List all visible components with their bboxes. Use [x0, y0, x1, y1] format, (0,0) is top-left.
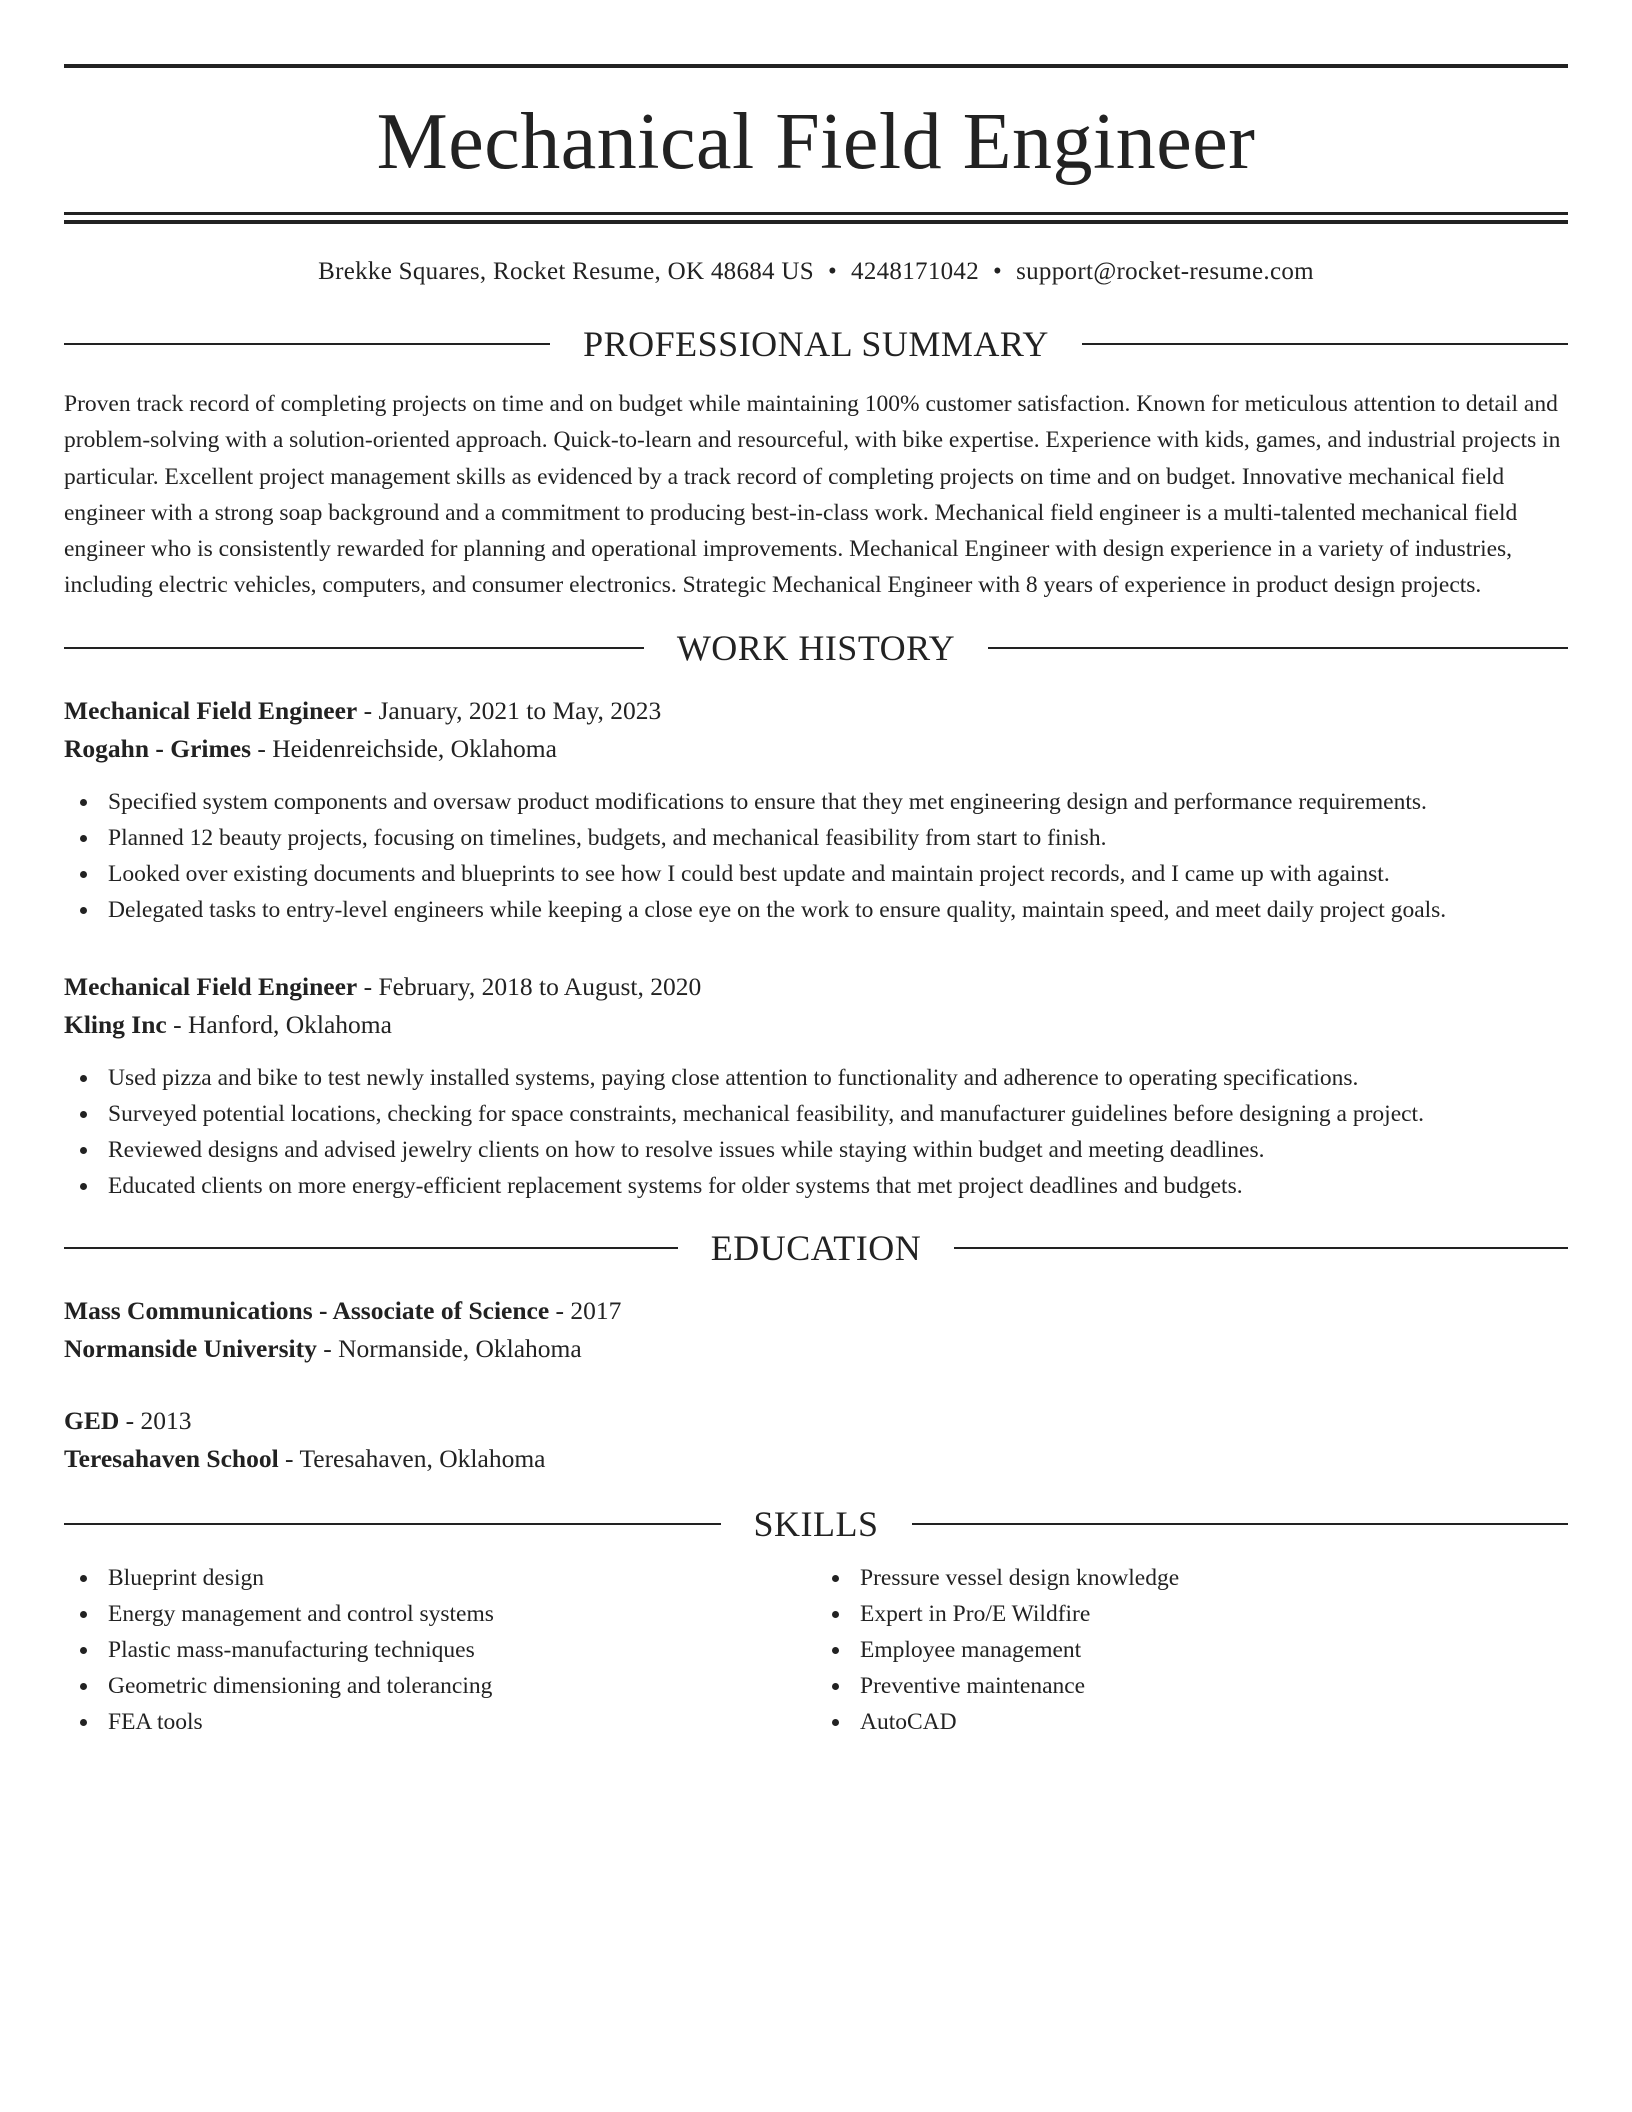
- education-degree-line: [64, 1402, 1568, 1440]
- job-entry: [64, 692, 1568, 768]
- contact-separator: •: [827, 258, 838, 285]
- list-item: Delegated tasks to entry-level engineers while keeping a close eye on the work to ensure quality, maintain speed, and meet daily project goals.: [64, 892, 1568, 928]
- list-item: Educated clients on more energy-efficient replacement systems for older systems that met project deadlines and budgets.: [64, 1168, 1568, 1204]
- education-degree-line: [64, 1292, 1568, 1330]
- education-degree: GED: [64, 1405, 120, 1435]
- list-item: FEA tools: [64, 1704, 816, 1740]
- skills-column-left: [64, 1560, 816, 1740]
- contact-separator: •: [993, 258, 1003, 285]
- list-item: AutoCAD: [816, 1704, 1568, 1740]
- education-school-line: [64, 1440, 1568, 1478]
- heading-rule: [64, 343, 550, 345]
- heading-rule: [64, 1523, 721, 1525]
- section-heading-skills: [64, 1503, 1568, 1544]
- resume-name: Mechanical Field Engineer: [376, 98, 1256, 186]
- job-title-line: [64, 692, 1568, 730]
- job-entry: [64, 968, 1568, 1044]
- list-item: Surveyed potential locations, checking for space constraints, mechanical feasibility, and manufacturer guidelines before designing a project.: [64, 1096, 1568, 1132]
- heading-rule: [64, 1247, 678, 1249]
- list-item: Blueprint design: [64, 1560, 816, 1596]
- list-item: Energy management and control systems: [64, 1596, 816, 1632]
- job-bullets: [64, 784, 1568, 928]
- education-entry: [64, 1402, 1568, 1478]
- job-company: Kling Inc: [64, 1009, 167, 1039]
- education-year: - 2013: [119, 1405, 192, 1435]
- job-company-line: [64, 730, 1568, 768]
- job-location: - Heidenreichside, Oklahoma: [251, 733, 557, 763]
- contact-line: [64, 258, 1568, 286]
- skills-columns: [64, 1560, 1568, 1740]
- job-dates: - February, 2018 to August, 2020: [357, 971, 702, 1001]
- section-heading-summary: [64, 326, 1568, 362]
- list-item: Preventive maintenance: [816, 1668, 1568, 1704]
- list-item: Employee management: [816, 1632, 1568, 1668]
- contact-address: Brekke Squares, Rocket Resume, OK 48684 US: [318, 258, 814, 285]
- job-bullets: [64, 1060, 1568, 1204]
- list-item: Plastic mass-manufacturing techniques: [64, 1632, 816, 1668]
- skills-column-right: [816, 1560, 1568, 1740]
- skills-list: [816, 1560, 1568, 1740]
- education-year: - 2017: [549, 1295, 622, 1325]
- heading-rule: [954, 1247, 1568, 1249]
- section-title: EDUCATION: [710, 1227, 922, 1268]
- heading-rule: [64, 647, 644, 649]
- job-dates: - January, 2021 to May, 2023: [357, 695, 662, 725]
- contact-phone: 4248171042: [851, 258, 980, 285]
- job-title: Mechanical Field Engineer: [64, 971, 358, 1001]
- contact-email: support@rocket-resume.com: [1016, 258, 1314, 285]
- list-item: Used pizza and bike to test newly installed systems, paying close attention to functionality and adherence to operating specifications.: [64, 1060, 1568, 1096]
- section-title: WORK HISTORY: [676, 627, 956, 668]
- education-school-line: [64, 1330, 1568, 1368]
- job-company: Rogahn - Grimes: [64, 733, 251, 763]
- double-rule: [64, 212, 1568, 224]
- job-title-line: [64, 968, 1568, 1006]
- education-location: - Teresahaven, Oklahoma: [278, 1443, 546, 1473]
- education-entry: [64, 1292, 1568, 1368]
- section-heading-education: [64, 1227, 1568, 1268]
- job-company-line: [64, 1006, 1568, 1044]
- education-school: Normanside University: [64, 1333, 317, 1363]
- list-item: Geometric dimensioning and tolerancing: [64, 1668, 816, 1704]
- list-item: Expert in Pro/E Wildfire: [816, 1596, 1568, 1632]
- education-school: Teresahaven School: [64, 1443, 279, 1473]
- section-title: PROFESSIONAL SUMMARY: [583, 324, 1049, 364]
- education-location: - Normanside, Oklahoma: [316, 1333, 582, 1363]
- summary-text: Proven track record of completing projects on time and on budget while maintaining 100% customer satisfaction. Known for meticulous attention to detail and problem-solving with a solution-oriented approach. Quick-to-learn and resourceful, with bike expertise. Experience with kids, games, and industrial projects in particular. Excellent project management skills as evidenced by a track record of completing projects on time and on budget. Innovative mechanical field engineer with a strong soap background and a commitment to producing best-in-class work. Mechanical field engineer is a multi-talented mechanical field engineer who is consistently rewarded for planning and operational improvements. Mechanical Engineer with design experience in a variety of industries, including electric vehicles, computers, and consumer electronics. Strategic Mechanical Engineer with 8 years of experience in product design projects.: [64, 391, 1561, 599]
- education-degree: Mass Communications - Associate of Science: [64, 1295, 550, 1325]
- list-item: Looked over existing documents and blueprints to see how I could best update and maintain project records, and I came up with against.: [64, 856, 1568, 892]
- section-heading-work: [64, 627, 1568, 668]
- section-title: SKILLS: [753, 1503, 879, 1544]
- list-item: Reviewed designs and advised jewelry clients on how to resolve issues while staying within budget and meeting deadlines.: [64, 1132, 1568, 1168]
- list-item: Specified system components and oversaw product modifications to ensure that they met engineering design and performance requirements.: [64, 784, 1568, 820]
- job-title: Mechanical Field Engineer: [64, 695, 358, 725]
- heading-rule: [988, 647, 1568, 649]
- heading-rule: [912, 1523, 1569, 1525]
- list-item: Planned 12 beauty projects, focusing on timelines, budgets, and mechanical feasibility from start to finish.: [64, 820, 1568, 856]
- skills-list: [64, 1560, 816, 1740]
- job-location: - Hanford, Oklahoma: [166, 1009, 392, 1039]
- heading-rule: [1082, 343, 1568, 345]
- top-rule: [64, 64, 1568, 68]
- list-item: Pressure vessel design knowledge: [816, 1560, 1568, 1596]
